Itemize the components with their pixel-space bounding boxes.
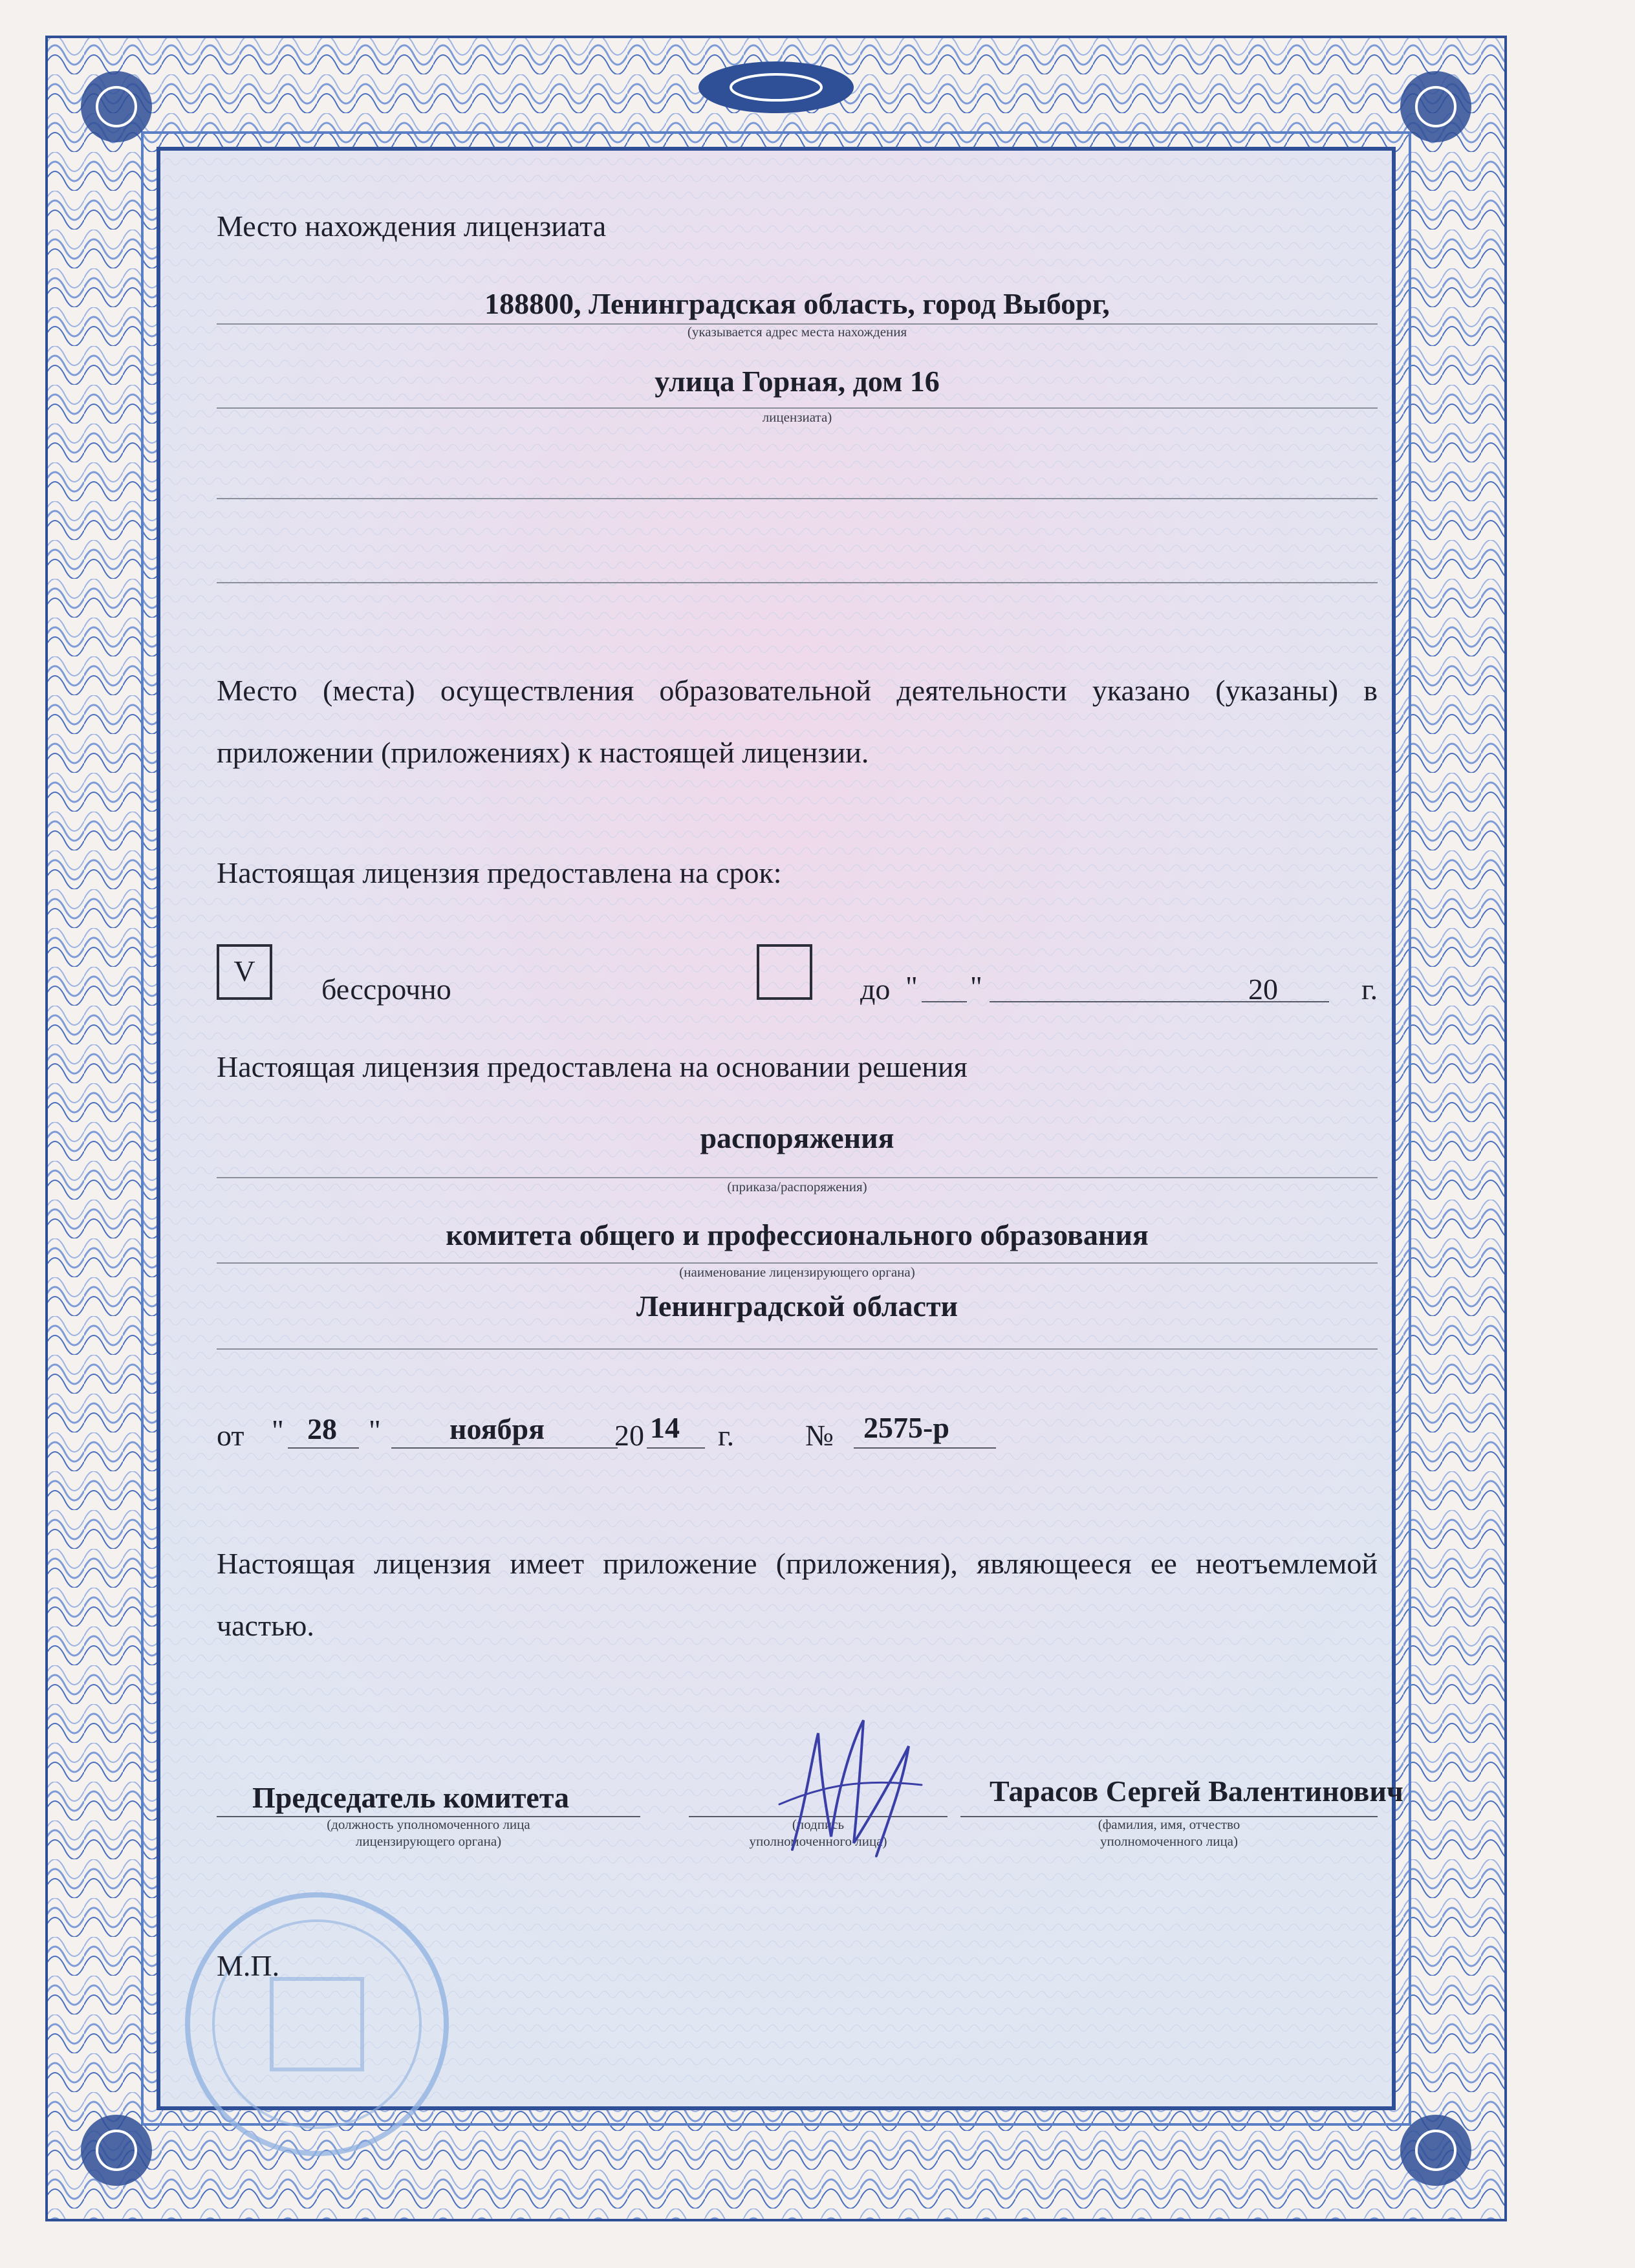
- name-caption-2: уполномоченного лица): [1100, 1833, 1238, 1849]
- name-caption-1: (фамилия, имя, отчество: [1098, 1817, 1240, 1832]
- decision-month: ноября: [449, 1412, 545, 1445]
- order-type: распоряжения: [700, 1121, 894, 1154]
- handwritten-signature: [766, 1707, 935, 1875]
- until-year-prefix: 20: [1248, 973, 1278, 1006]
- day-underline: [288, 1447, 359, 1449]
- until-quote-close: ": [970, 970, 982, 1003]
- blank-line: [217, 498, 1378, 499]
- position-caption-1: (должность уполномоченного лица: [327, 1817, 530, 1832]
- underline: [217, 1348, 1378, 1350]
- year-prefix: 20: [614, 1419, 644, 1452]
- round-stamp: [155, 1875, 479, 2173]
- until-checkbox: [757, 944, 812, 1000]
- month-underline: [391, 1447, 618, 1449]
- number-underline: [854, 1447, 996, 1449]
- order-caption: (приказа/распоряжения): [727, 1179, 867, 1194]
- sign-caption-2: уполномоченного лица): [749, 1833, 887, 1849]
- blank-line: [217, 582, 1378, 583]
- until-label: до: [860, 973, 891, 1006]
- year-underline: [647, 1447, 705, 1449]
- signer-position: Председатель комитета: [252, 1781, 569, 1814]
- address-caption-1: (указывается адрес места нахождения: [687, 324, 907, 340]
- address-line-1: 188800, Ленинградская область, город Выборг,: [484, 287, 1110, 320]
- address-line-2: улица Горная, дом 16: [655, 365, 940, 398]
- appendix-text: Настоящая лицензия имеет приложение (приложения), являющееся ее неотъемлемой частью.: [217, 1547, 1378, 1642]
- basis-label: Настоящая лицензия предоставлена на основании решения: [217, 1050, 968, 1083]
- until-year-suffix: г.: [1361, 973, 1378, 1006]
- year-suffix: г.: [718, 1419, 735, 1452]
- unlimited-checkbox: [217, 944, 272, 1000]
- signer-name: Тарасов Сергей Валентинович: [990, 1775, 1403, 1808]
- until-year-blank: [1284, 1001, 1329, 1002]
- day-quote-close: ": [369, 1414, 381, 1447]
- authority-line-2: Ленинградской области: [636, 1290, 958, 1323]
- decision-day: 28: [307, 1412, 337, 1445]
- decision-number: 2575-р: [863, 1411, 949, 1444]
- decision-year: 14: [650, 1411, 680, 1444]
- from-label: от: [217, 1419, 244, 1452]
- day-quote-open: ": [272, 1414, 284, 1447]
- check-mark: V: [233, 955, 255, 988]
- address-caption-2: лицензиата): [762, 409, 832, 425]
- until-day-blank: [922, 1001, 967, 1002]
- sign-caption-1: (подпись: [792, 1817, 845, 1832]
- position-caption-2: лицензирующего органа): [355, 1833, 502, 1849]
- term-label: Настоящая лицензия предоставлена на срок:: [217, 856, 782, 889]
- stamp-place: М.П.: [217, 1949, 280, 1982]
- until-quote-open: ": [905, 970, 918, 1003]
- location-label: Место нахождения лицензиата: [217, 210, 607, 243]
- authority-line-1: комитета общего и профессионального образования: [446, 1218, 1149, 1251]
- unlimited-label: бессрочно: [321, 973, 451, 1006]
- authority-caption: (наименование лицензирующего органа): [679, 1264, 915, 1280]
- number-label: №: [805, 1419, 834, 1452]
- education-places-text: Место (места) осуществления образовательной деятельности указано (указаны) в приложении (приложениях) к настоящей лицензии.: [217, 674, 1378, 769]
